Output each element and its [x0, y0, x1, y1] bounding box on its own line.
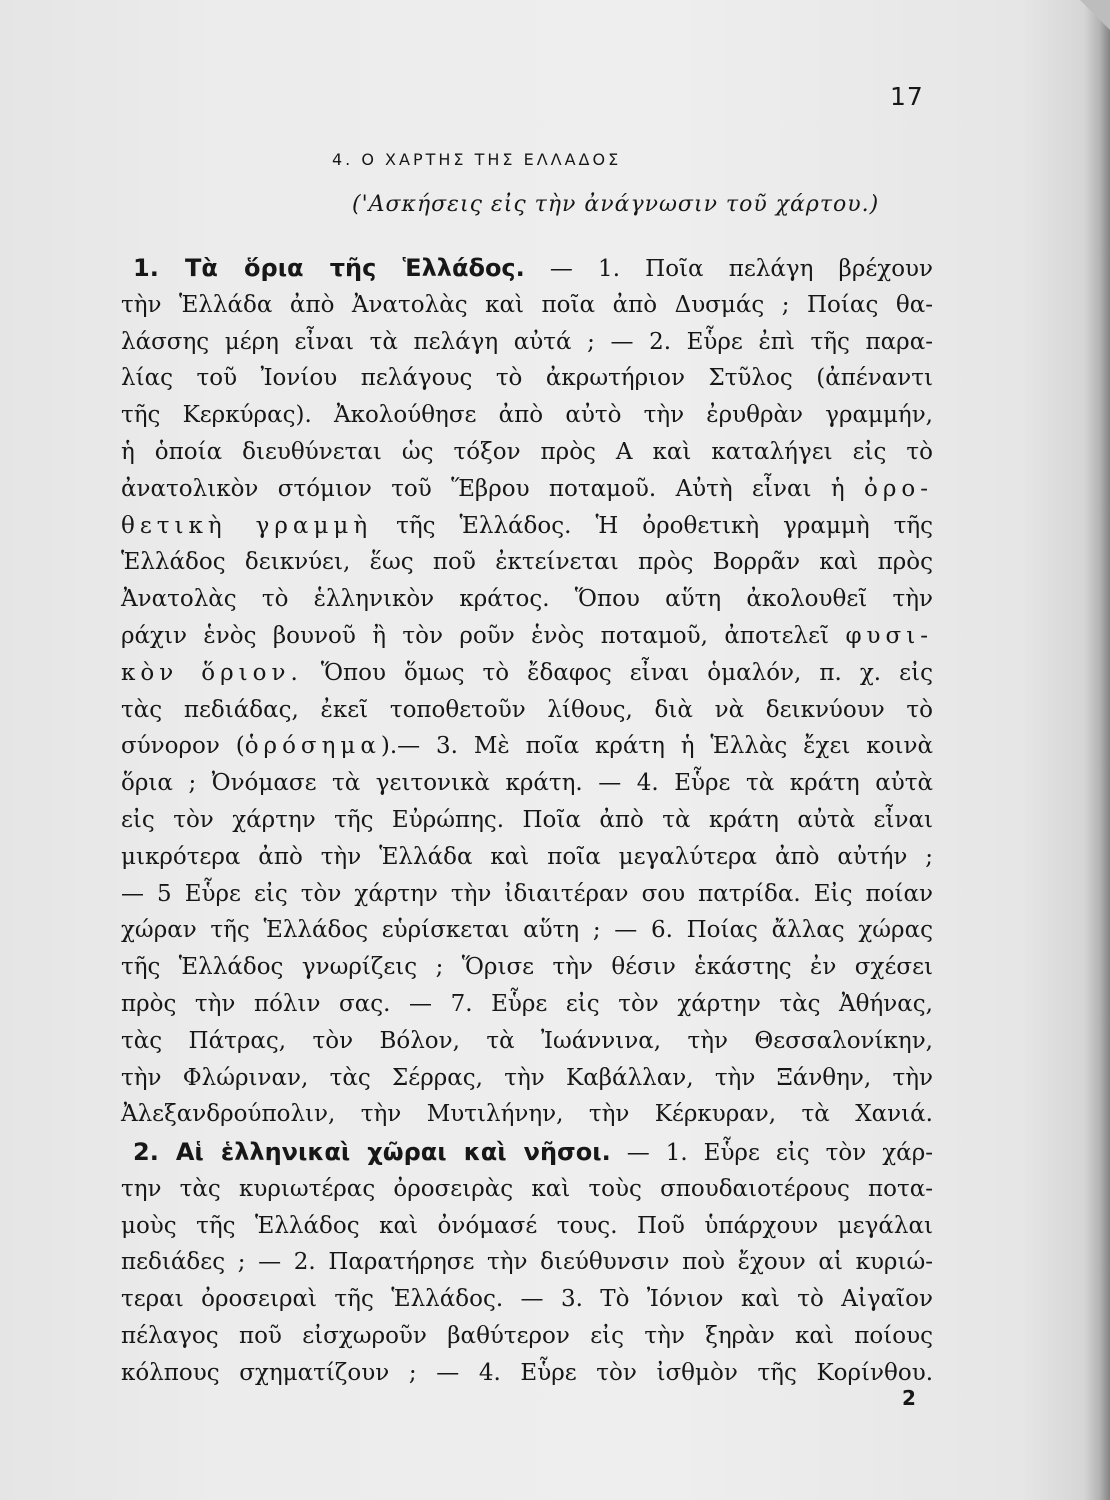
emphasized-term-fysiko: φυσι-	[845, 622, 934, 649]
section-1-line-12	[121, 655, 933, 692]
section-1-line: πρὸς τὴν πόλιν σας. — 7. Εὗρε εἰς τὸν χάρτην τὰς Ἀθήνας,	[121, 990, 933, 1017]
section-1-line: — 5 Εὗρε εἰς τὸν χάρτην τὴν ἰδιαιτέραν σου πατρίδα. Εἰς ποίαν	[121, 880, 933, 907]
section-1-line: Ἑλλάδος δεικνύει, ἕως ποῦ ἐκτείνεται πρὸς Βορρᾶν καὶ πρὸς	[121, 549, 933, 576]
page-number: 17	[890, 82, 924, 111]
section-1-line: τὰς Πάτρας, τὸν Βόλον, τὰ Ἰωάννινα, τὴν Θεσσαλονίκην,	[121, 1027, 933, 1054]
section-2-line: την τὰς κυριωτέρας ὀροσειρὰς καὶ τοὺς σπουδαιοτέρους ποτα-	[121, 1175, 933, 1202]
section-2-title: 2. Αἱ ἑλληνικαὶ χῶραι καὶ νῆσοι.	[133, 1138, 611, 1166]
section-1-line: χώραν τῆς Ἑλλάδος εὑρίσκεται αὕτη ; — 6. Ποίας ἄλλας χώρας	[121, 917, 933, 944]
emphasized-term-orothetiki: ὀρο-	[864, 475, 933, 502]
section-2-line-1	[121, 1134, 933, 1171]
emphasized-term-orosima: ὁρόσημα	[244, 733, 381, 760]
section-2-line: πεδιάδες ; — 2. Παρατήρησε τὴν διεύθυνσιν ποὺ ἔχουν αἱ κυριώ-	[121, 1249, 933, 1276]
section-1-line-8	[121, 508, 933, 545]
section-1-line-12-rest: Ὅπου ὅμως τὸ ἔδαφος εἶναι ὁμαλόν, π. χ. εἰς	[320, 659, 933, 686]
section-1-line-11	[121, 618, 933, 655]
section-1-line: ἡ ὁποία διευθύνεται ὡς τόξον πρὸς Α καὶ καταλήγει εἰς τὸ	[121, 438, 933, 465]
chapter-heading: 4. Ο ΧΑΡΤΗΣ ΤΗΣ ΕΛΛΑΔΟΣ	[332, 150, 622, 169]
section-2-line-1-rest: — 1. Εὗρε εἰς τὸν χάρ-	[626, 1140, 934, 1166]
section-1-line: τῆς Ἑλλάδος γνωρίζεις ; Ὅρισε τὴν θέσιν ἑκάστης ἐν σχέσει	[121, 954, 933, 981]
section-1-line-14	[121, 728, 933, 765]
section-1-line: τὰς πεδιάδας, ἐκεῖ τοποθετοῦν λίθους, διὰ νὰ δεικνύουν τὸ	[121, 696, 933, 723]
section-2	[121, 1134, 933, 1392]
section-1-line: τὴν Φλώριναν, τὰς Σέρρας, τὴν Καβάλλαν, τὴν Ξάνθην, τὴν	[121, 1064, 933, 1091]
section-1-line-14-rest: ).— 3. Μὲ ποῖα κράτη ἡ Ἑλλὰς ἔχει κοινὰ	[380, 733, 933, 760]
section-1-line: τὴν Ἑλλάδα ἀπὸ Ἀνατολὰς καὶ ποῖα ἀπὸ Δυσμάς ; Ποίας θα-	[121, 291, 933, 318]
emphasized-term-grammi: θετικὴ γραμμὴ	[121, 512, 373, 539]
section-1	[121, 250, 933, 1133]
emphasized-term-orion: κὸν ὅριον.	[121, 659, 303, 686]
section-1-line-1	[121, 250, 933, 287]
section-2-line: πέλαγος ποῦ εἰσχωροῦν βαθύτερον εἰς τὴν ξηρὰν καὶ ποίους	[121, 1322, 933, 1349]
section-2-line: τεραι ὀροσειραὶ τῆς Ἑλλάδος. — 3. Τὸ Ἰόνιον καὶ τὸ Αἰγαῖον	[121, 1286, 933, 1313]
section-1-line-11-start: ράχιν ἑνὸς βουνοῦ ἢ τὸν ροῦν ἑνὸς ποταμοῦ, ἀποτελεῖ	[121, 622, 830, 649]
printer-signature-mark: 2	[902, 1386, 916, 1410]
section-1-line-7-text: ἀνατολικὸν στόμιον τοῦ Ἕβρου ποταμοῦ. Αὐτὴ εἶναι ἡ	[121, 475, 845, 502]
section-1-line-last: Ἀλεξανδρούπολιν, τὴν Μυτιλήνην, τὴν Κέρκυραν, τὰ Χανιά.	[121, 1101, 933, 1128]
section-1-line: τῆς Κερκύρας). Ἀκολούθησε ἀπὸ αὐτὸ τὴν ἐρυθρὰν γραμμήν,	[121, 402, 933, 429]
section-1-line-8-rest: τῆς Ἑλλάδος. Ἡ ὀροθετικὴ γραμμὴ τῆς	[396, 512, 933, 539]
page-corner-fold	[1080, 0, 1110, 30]
section-1-line-7	[121, 471, 933, 508]
section-2-line: μοὺς τῆς Ἑλλάδος καὶ ὀνόμασέ τους. Ποῦ ὑπάρχουν μεγάλαι	[121, 1212, 933, 1239]
section-1-line: λίας τοῦ Ἰονίου πελάγους τὸ ἀκρωτήριον Στῦλος (ἀπέναντι	[121, 365, 933, 392]
section-1-line-1-rest: — 1. Ποῖα πελάγη βρέχουν	[549, 256, 934, 282]
section-1-line: Ἀνατολὰς τὸ ἑλληνικὸν κράτος. Ὅπου αὕτη ἀκολουθεῖ τὴν	[121, 586, 933, 613]
section-1-line: λάσσης μέρη εἶναι τὰ πελάγη αὐτά ; — 2. Εὗρε ἐπὶ τῆς παρα-	[121, 328, 933, 355]
section-1-line: ὅρια ; Ὀνόμασε τὰ γειτονικὰ κράτη. — 4. Εὗρε τὰ κράτη αὐτὰ	[121, 770, 933, 797]
section-2-line-last: κόλπους σχηματίζουν ; — 4. Εὗρε τὸν ἰσθμὸν τῆς Κορίνθου.	[121, 1359, 933, 1386]
section-1-line: εἰς τὸν χάρτην τῆς Εὐρώπης. Ποῖα ἀπὸ τὰ κράτη αὐτὰ εἶναι	[121, 806, 933, 833]
section-1-line: μικρότερα ἀπὸ τὴν Ἑλλάδα καὶ ποῖα μεγαλύτερα ἀπὸ αὐτήν ;	[121, 843, 933, 870]
chapter-subtitle: ('Ασκήσεις εἰς τὴν ἀνάγνωσιν τοῦ χάρτου.)	[352, 192, 880, 217]
page-edge-shadow	[1084, 0, 1110, 1500]
section-1-title: 1. Τὰ ὅρια τῆς Ἑλλάδος.	[133, 254, 525, 282]
section-1-line-14-start: σύνορον (	[121, 733, 245, 760]
